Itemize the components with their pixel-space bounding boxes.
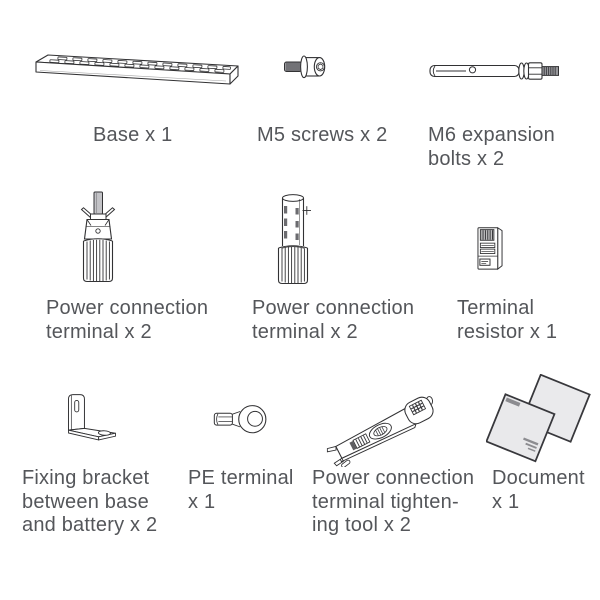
tightening-tool-illustration — [322, 389, 440, 467]
power-connection-terminal-male-illustration — [74, 190, 122, 286]
item-label-m6-expansion-bolts: M6 expansion bolts x 2 — [428, 124, 555, 170]
item-label-m5-screws: M5 screws x 2 — [257, 124, 388, 146]
power-connection-terminal-female-illustration — [269, 192, 317, 288]
item-label-fixing-bracket: Fixing bracket between base and battery x 2 — [22, 467, 158, 536]
fixing-bracket-illustration — [55, 392, 121, 447]
item-label-power-connection-terminal-male: Power connection terminal x 2 — [46, 297, 209, 343]
item-label-power-connection-terminal-female: Power connection terminal x 2 — [252, 297, 415, 343]
m5-screw-illustration — [283, 50, 335, 84]
document-illustration — [486, 374, 594, 464]
item-label-tightening-tool: Power connection terminal tighten- ing tool x 2 — [312, 467, 475, 536]
terminal-resistor-illustration — [474, 221, 506, 273]
item-label-terminal-resistor: Terminal resistor x 1 — [457, 297, 558, 343]
item-label-base: Base x 1 — [93, 124, 173, 146]
item-label-document: Document x 1 — [492, 467, 585, 513]
base-illustration — [32, 46, 244, 92]
pe-terminal-illustration — [212, 402, 270, 440]
item-label-pe-terminal: PE terminal x 1 — [188, 467, 294, 513]
m6-expansion-bolt-illustration — [428, 56, 560, 86]
